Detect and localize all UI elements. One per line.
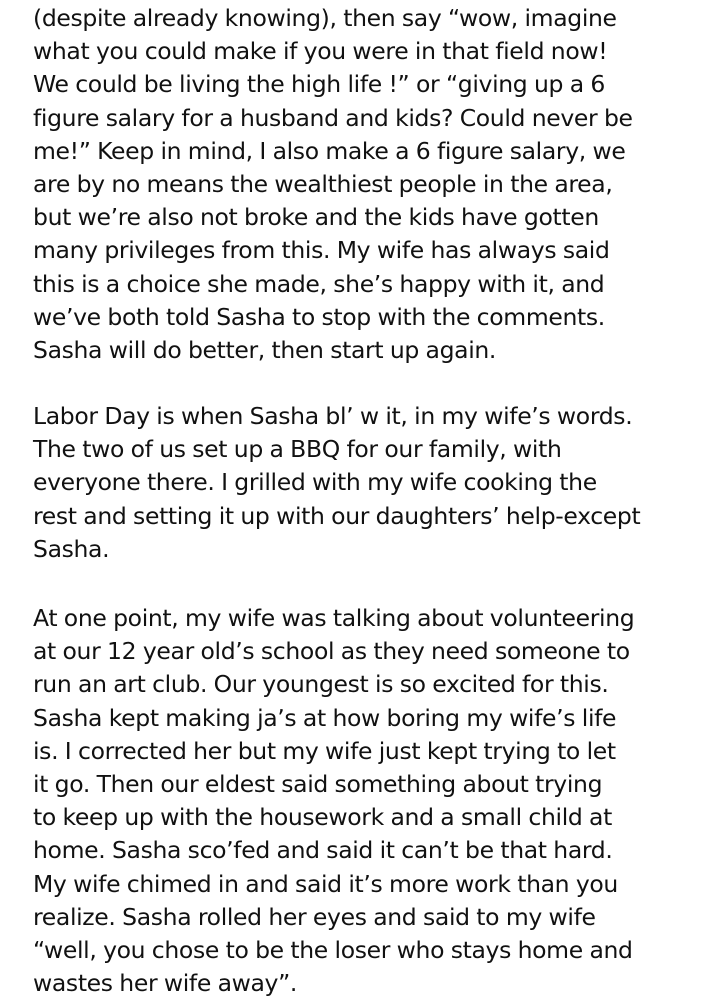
paragraph-1	[33, 2, 633, 367]
text-line: We could be living the high life !” or “giving up a 6	[33, 70, 605, 99]
text-line: home. Sasha scoʼfed and said it can’t be that hard.	[33, 836, 613, 865]
text-line: to keep up with the housework and a small child at	[33, 803, 612, 832]
text-line: everyone there. I grilled with my wife cooking the	[33, 468, 597, 497]
text-line: rest and setting it up with our daughters’ help-except	[33, 501, 641, 530]
text-line: this is a choice she made, she’s happy with it, and	[33, 269, 605, 298]
paragraph-2	[33, 400, 640, 566]
text-line: figure salary for a husband and kids? Could never be	[33, 103, 633, 132]
text-line: but we’re also not broke and the kids have gotten	[33, 203, 599, 232]
paragraph-3	[33, 602, 634, 1000]
text-line: Labor Day is when Sasha blʼ w it, in my wife’s words.	[33, 402, 633, 430]
text-line: it go. Then our eldest said something about trying	[33, 769, 603, 798]
text-line: “well, you chose to be the loser who stays home and	[33, 935, 633, 964]
text-line: are by no means the wealthiest people in the area,	[33, 169, 613, 198]
text-line: wastes her wife away”.	[33, 969, 298, 998]
text-line: many privileges from this. My wife has always said	[33, 236, 610, 265]
text-line: what you could make if you were in that field now!	[33, 37, 608, 66]
text-line: The two of us set up a BBQ for our family, with	[33, 435, 562, 464]
text-line: Sasha kept making jaʼs at how boring my wife’s life	[33, 703, 617, 732]
text-line: Sasha will do better, then start up again.	[33, 335, 497, 364]
text-line: at our 12 year old’s school as they need someone to	[33, 637, 630, 666]
text-line: (despite already knowing), then say “wow, imagine	[33, 4, 617, 32]
text-line: At one point, my wife was talking about volunteering	[33, 604, 635, 632]
text-line: me!” Keep in mind, I also make a 6 figure salary, we	[33, 136, 626, 165]
text-line: we’ve both told Sasha to stop with the comments.	[33, 302, 605, 331]
text-line: My wife chimed in and said it’s more work than you	[33, 869, 618, 898]
text-line: is. I corrected her but my wife just kept trying to let	[33, 736, 616, 765]
text-line: realize. Sasha rolled her eyes and said to my wife	[33, 902, 596, 931]
text-line: run an art club. Our youngest is so excited for this.	[33, 670, 609, 699]
text-line: Sasha.	[33, 534, 110, 563]
